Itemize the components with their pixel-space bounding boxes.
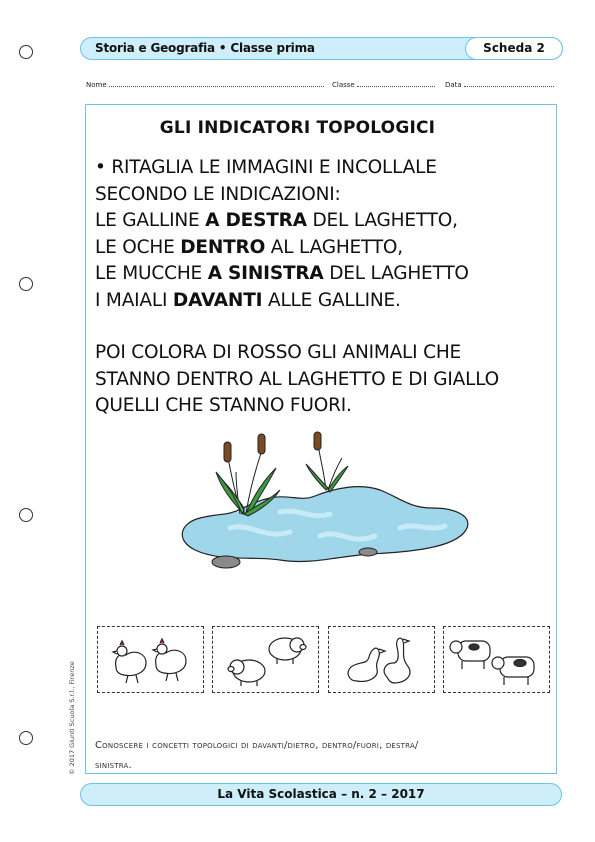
instruction-line: SECONDO LE INDICAZIONI: — [95, 183, 341, 205]
objective-line: Conoscere i concetti topologici di davanti/dietro, dentro/fuori, destra/ — [95, 740, 419, 751]
name-blank[interactable] — [109, 86, 324, 87]
learning-objective — [95, 736, 555, 776]
name-field[interactable] — [86, 81, 324, 89]
geese-icon — [329, 627, 434, 692]
date-label: Data — [445, 81, 462, 89]
copyright-notice: © 2017 Giunti Scuola S.r.l., Firenze — [68, 661, 76, 775]
class-label: Classe — [332, 81, 355, 89]
instruction-line: LE OCHE DENTRO AL LAGHETTO, — [95, 236, 403, 258]
instruction-line: POI COLORA DI ROSSO GLI ANIMALI CHE — [95, 342, 462, 363]
instruction-line: STANNO DENTRO AL LAGHETTO E DI GIALLO — [95, 368, 500, 390]
cutout-cows[interactable] — [443, 626, 550, 693]
header-bar — [80, 37, 563, 60]
footer-bar: La Vita Scolastica – n. 2 – 2017 — [80, 783, 562, 806]
cows-icon — [444, 627, 549, 692]
binder-hole — [19, 277, 33, 291]
instruction-line: LE MUCCHE A SINISTRA DEL LAGHETTO — [95, 263, 469, 284]
rock — [212, 556, 240, 568]
instruction-line: LE GALLINE A DESTRA DEL LAGHETTO, — [95, 210, 458, 231]
name-label: Nome — [86, 81, 107, 89]
instruction-line: QUELLI CHE STANNO FUORI. — [95, 395, 352, 416]
subject-label: Storia e Geografia • Classe prima — [95, 41, 315, 55]
pond-water — [182, 487, 468, 562]
cutout-pigs[interactable] — [212, 626, 319, 693]
objective-line: sinistra. — [95, 760, 132, 771]
binder-hole — [19, 508, 33, 522]
binder-hole — [19, 45, 33, 59]
cutout-geese[interactable] — [328, 626, 435, 693]
pigs-icon — [213, 627, 318, 692]
reeds-right — [306, 432, 348, 492]
hens-icon — [98, 627, 203, 692]
date-field[interactable] — [445, 81, 554, 89]
sheet-number: Scheda 2 — [465, 37, 563, 60]
pond-illustration — [170, 428, 480, 578]
instructions — [95, 155, 555, 420]
class-field[interactable] — [332, 81, 435, 89]
instruction-line: I MAIALI DAVANTI ALLE GALLINE. — [95, 289, 401, 311]
cutout-hens[interactable] — [97, 626, 204, 693]
date-blank[interactable] — [464, 86, 554, 87]
instruction-line: • RITAGLIA LE IMMAGINI E INCOLLALE — [95, 157, 437, 178]
rock — [359, 548, 377, 556]
binder-hole — [19, 731, 33, 745]
class-blank[interactable] — [357, 86, 435, 87]
worksheet-title: GLI INDICATORI TOPOLOGICI — [159, 118, 436, 138]
